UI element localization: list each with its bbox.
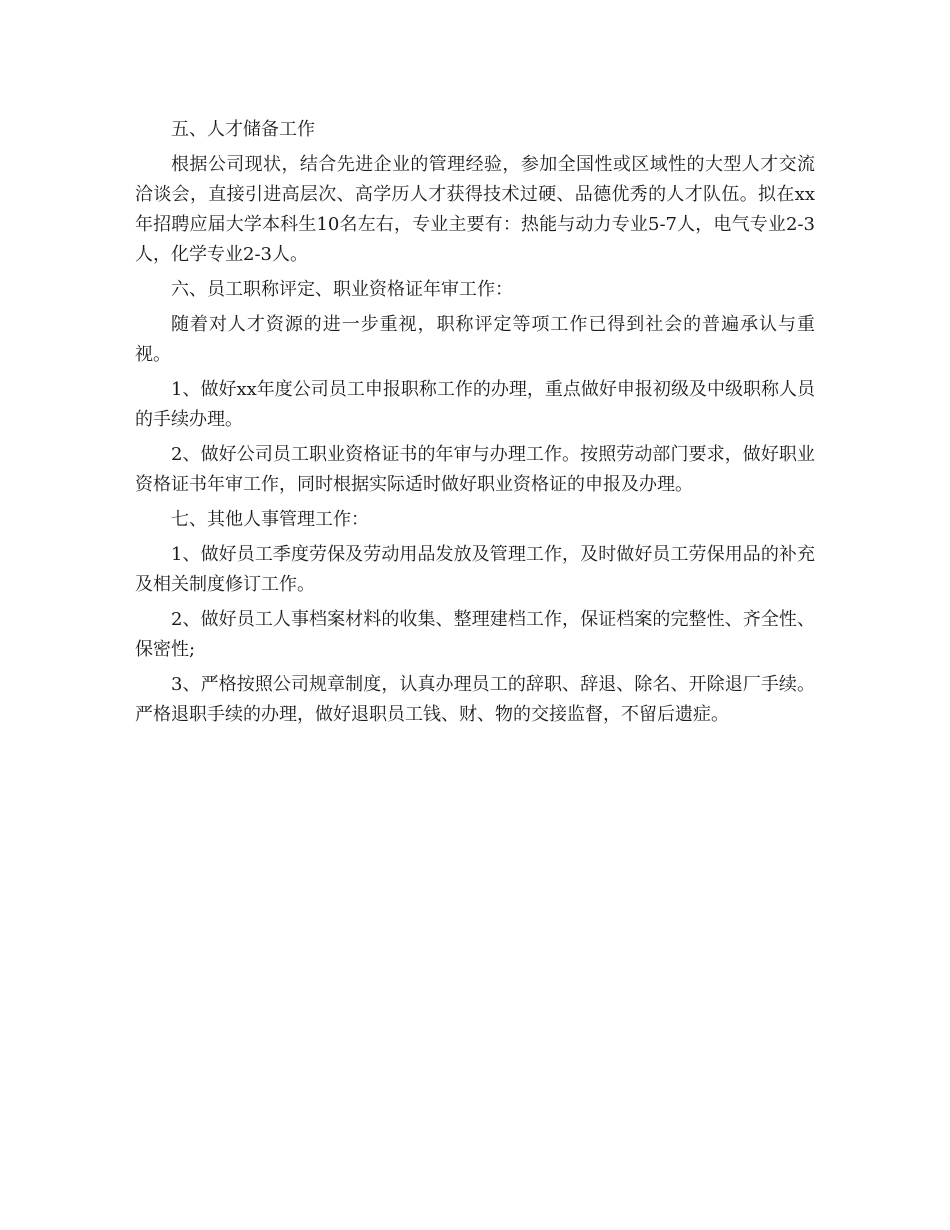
paragraph-talent-recruitment: 根据公司现状，结合先进企业的管理经验，参加全国性或区域性的大型人才交流洽谈会，直接引进高层次、高学历人才获得技术过硬、品德优秀的人才队伍。拟在xx年招聘应届大学本科生10名左右，专业主要有：热能与动力专业5-7人，电气专业2-3人，化学专业2-3人。 (135, 154, 815, 265)
section-heading-other-hr-work: 七、其他人事管理工作： (171, 509, 369, 530)
list-item-certificate-review: 2、做好公司员工职业资格证书的年审与办理工作。按照劳动部门要求，做好职业资格证书年审工作，同时根据实际适时做好职业资格证的申报及办理。 (135, 444, 815, 495)
section-heading-title-evaluation: 六、员工职称评定、职业资格证年审工作： (171, 279, 513, 300)
document-body (135, 115, 815, 735)
list-item-resignation-procedures: 3、严格按照公司规章制度，认真办理员工的辞职、辞退、除名、开除退厂手续。严格退职手续的办理，做好退职员工钱、财、物的交接监督，不留后遗症。 (135, 674, 815, 725)
list-item-title-application: 1、做好xx年度公司员工申报职称工作的办理，重点做好申报初级及中级职称人员的手续办理。 (135, 379, 815, 430)
list-item-personnel-archives: 2、做好员工人事档案材料的收集、整理建档工作，保证档案的完整性、齐全性、保密性; (135, 609, 815, 660)
list-item-labor-protection: 1、做好员工季度劳保及劳动用品发放及管理工作，及时做好员工劳保用品的补充及相关制度修订工作。 (135, 544, 815, 595)
paragraph-title-evaluation-intro: 随着对人才资源的进一步重视，职称评定等项工作已得到社会的普遍承认与重视。 (135, 314, 815, 365)
section-heading-talent-reserve: 五、人才储备工作 (171, 119, 315, 140)
